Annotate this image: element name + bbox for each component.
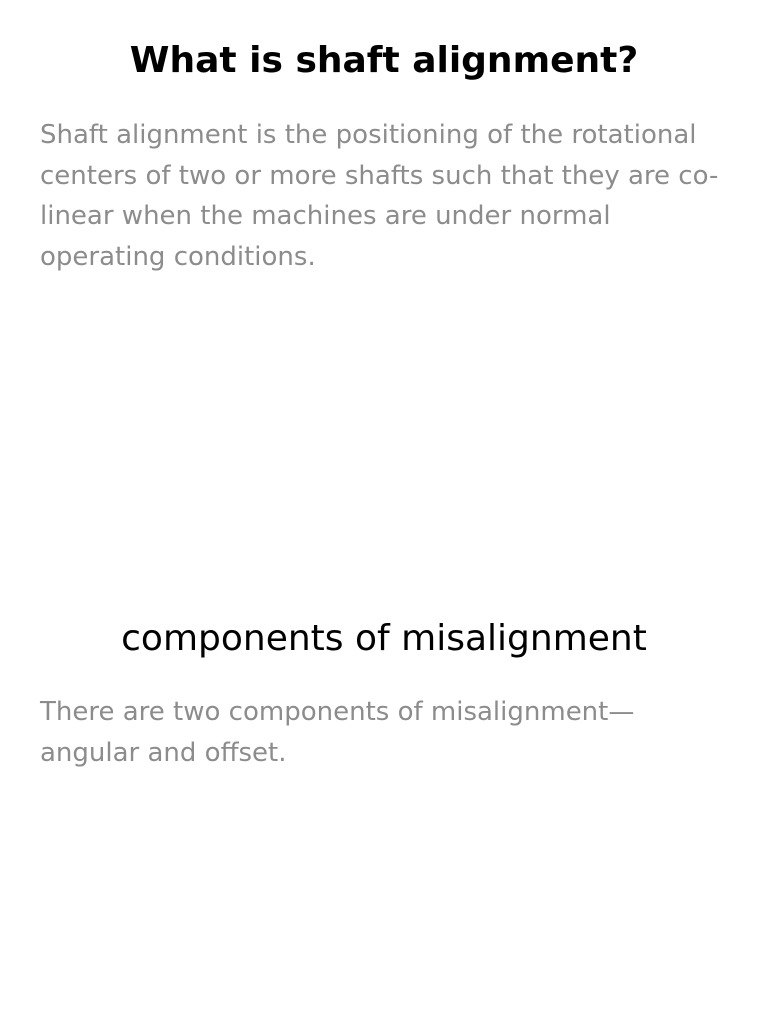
slide-title: What is shaft alignment?: [129, 40, 639, 81]
slide-body-text: There are two components of misalignment—angular and offset.: [40, 697, 635, 768]
slide-components-of-misalignment: [0, 512, 768, 1024]
slide-body-text: Shaft alignment is the positioning of the rotational centers of two or more shafts such that they are co-linear when the machines are under normal operating conditions.: [40, 120, 719, 272]
slide-title: components of misalignment: [121, 618, 647, 659]
